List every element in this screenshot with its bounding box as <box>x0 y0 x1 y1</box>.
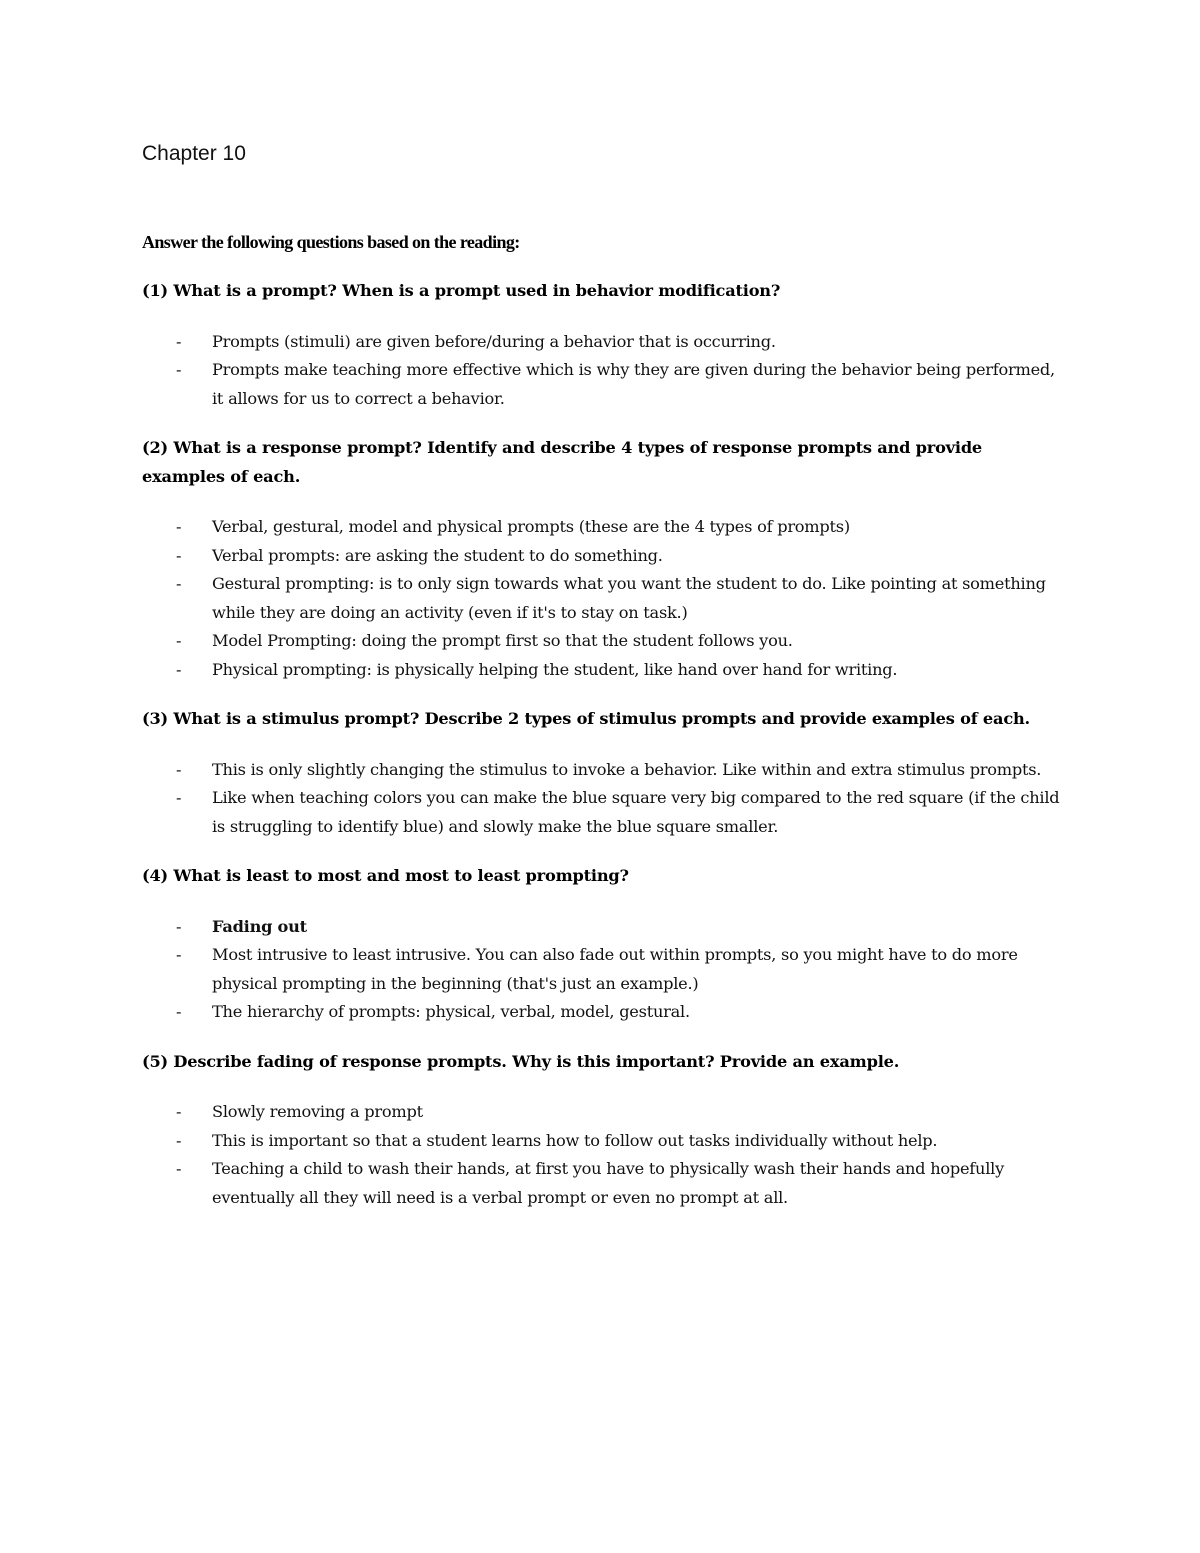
answer-item <box>142 756 1062 785</box>
answer-item <box>142 913 1062 942</box>
question-1: (1) What is a prompt? When is a prompt used in behavior modification? <box>142 281 781 300</box>
answer-item <box>142 328 1062 357</box>
answer-text: Most intrusive to least intrusive. You can also fade out within prompts, so you might have to do more physical prompting in the beginning (that's just an example.) <box>212 945 1018 993</box>
answer-text: Gestural prompting: is to only sign towards what you want the student to do. Like pointing at something while they are doing an activity (even if it's to stay on task.) <box>212 574 1046 622</box>
answer-text: Physical prompting: is physically helping the student, like hand over hand for writing. <box>212 659 898 679</box>
answer-item <box>142 1155 1062 1212</box>
answer-text: Like when teaching colors you can make the blue square very big compared to the red square (if the child is struggling to identify blue) and slowly make the blue square smaller. <box>212 788 1060 836</box>
bullet-dash: - <box>176 1159 182 1178</box>
document-body <box>142 228 1062 1233</box>
answer-item <box>142 356 1062 413</box>
bullet-dash: - <box>176 759 182 779</box>
answer-list-5 <box>142 1098 1062 1212</box>
answer-text: Teaching a child to wash their hands, at first you have to physically wash their hands and hopefully eventually all they will need is a verbal prompt or even no prompt at all. <box>212 1159 1004 1207</box>
answer-item <box>142 570 1062 627</box>
answer-item <box>142 941 1062 998</box>
answer-item <box>142 542 1062 571</box>
answer-text: Model Prompting: doing the prompt first so that the student follows you. <box>212 631 793 650</box>
answer-item <box>142 998 1062 1027</box>
answer-list-1 <box>142 328 1062 414</box>
bullet-dash: - <box>176 1002 182 1021</box>
bullet-dash: - <box>176 916 182 936</box>
answer-item <box>142 656 1062 685</box>
instruction-text: Answer the following questions based on the reading: <box>142 232 520 252</box>
bullet-dash: - <box>176 574 182 593</box>
bullet-dash: - <box>176 1130 182 1150</box>
answer-text: Verbal, gestural, model and physical prompts (these are the 4 types of prompts) <box>212 517 850 536</box>
answer-text: Slowly removing a prompt <box>212 1102 423 1121</box>
question-3: (3) What is a stimulus prompt? Describe 2 types of stimulus prompts and provide examples of each. <box>142 709 1030 728</box>
answer-text: Prompts (stimuli) are given before/during a behavior that is occurring. <box>212 331 776 351</box>
answer-item <box>142 784 1062 841</box>
answer-list-3 <box>142 756 1062 842</box>
answer-text: Prompts make teaching more effective which is why they are given during the behavior being performed, it allows for us to correct a behavior. <box>212 360 1055 408</box>
bullet-dash: - <box>176 788 182 807</box>
answer-text: This is important so that a student learns how to follow out tasks individually without help. <box>212 1130 938 1150</box>
bullet-dash: - <box>176 1102 182 1121</box>
bullet-dash: - <box>176 631 182 650</box>
answer-item <box>142 1127 1062 1156</box>
bullet-dash: - <box>176 545 182 565</box>
answer-text: This is only slightly changing the stimulus to invoke a behavior. Like within and extra stimulus prompts. <box>212 759 1042 779</box>
answer-text: Fading out <box>212 916 307 936</box>
answer-item <box>142 1098 1062 1127</box>
bullet-dash: - <box>176 945 182 964</box>
answer-item <box>142 513 1062 542</box>
answer-item <box>142 627 1062 656</box>
bullet-dash: - <box>176 331 182 351</box>
question-2: (2) What is a response prompt? Identify and describe 4 types of response prompts and provide examples of each. <box>142 438 983 486</box>
bullet-dash: - <box>176 360 182 379</box>
answer-list-4 <box>142 913 1062 1027</box>
bullet-dash: - <box>176 517 182 536</box>
question-4: (4) What is least to most and most to least prompting? <box>142 866 629 885</box>
answer-text: The hierarchy of prompts: physical, verbal, model, gestural. <box>212 1002 690 1021</box>
question-list <box>142 277 1062 1212</box>
bullet-dash: - <box>176 659 182 679</box>
answer-text: Verbal prompts: are asking the student to do something. <box>212 545 663 565</box>
question-5: (5) Describe fading of response prompts. Why is this important? Provide an example. <box>142 1051 900 1071</box>
chapter-title: Chapter 10 <box>142 142 246 165</box>
answer-list-2 <box>142 513 1062 684</box>
